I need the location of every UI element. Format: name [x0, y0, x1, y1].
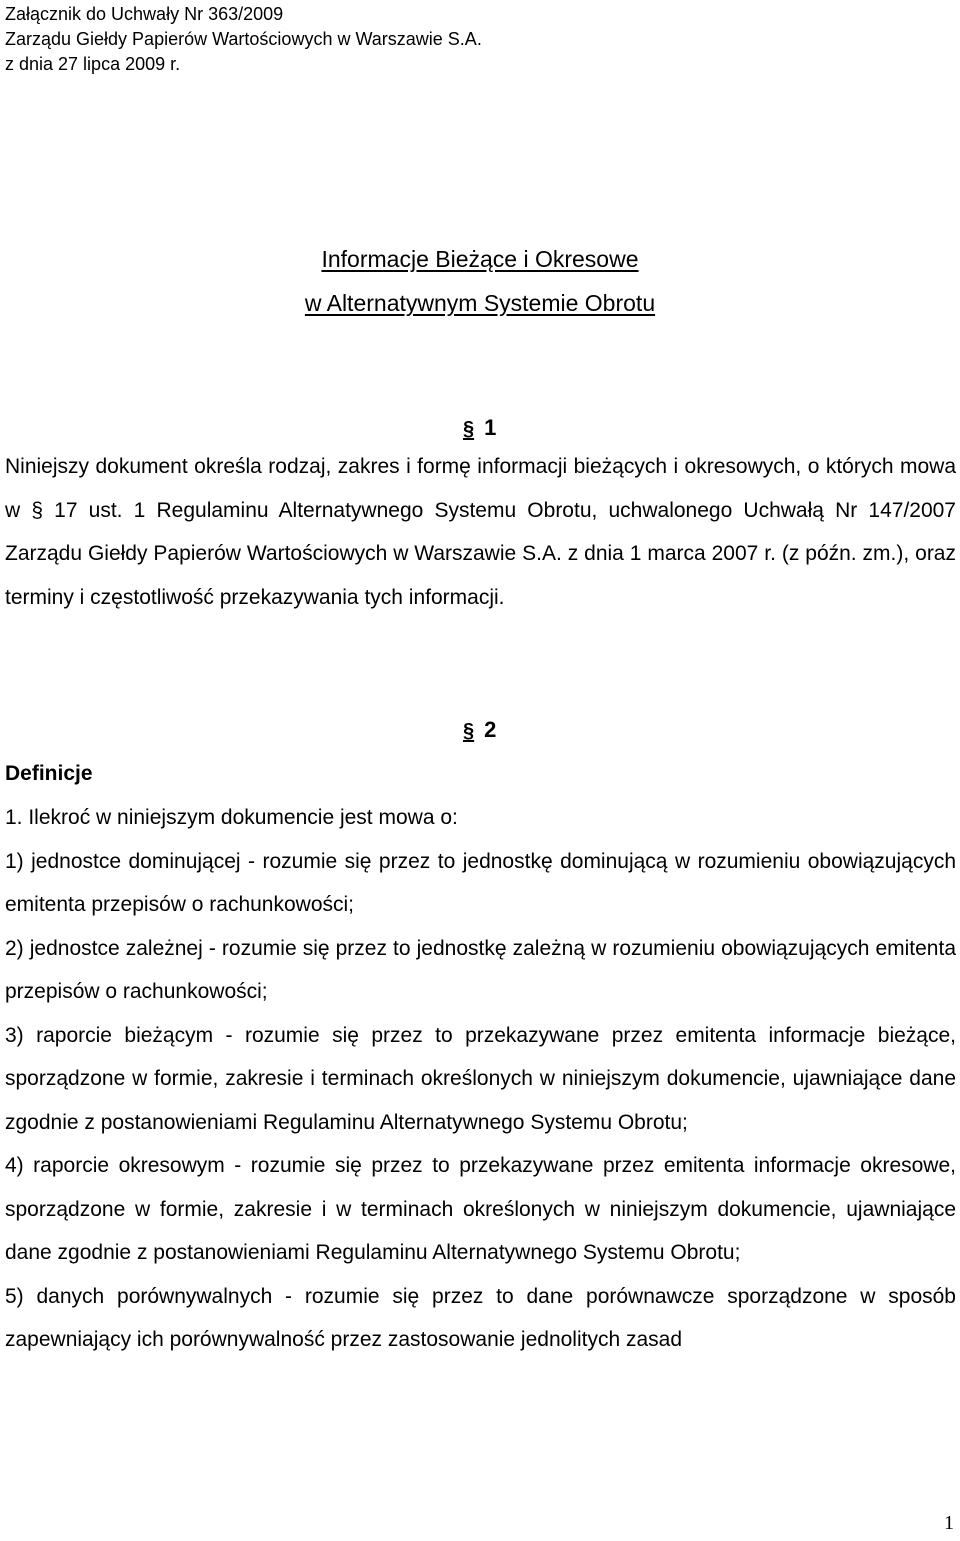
header-line-2: Zarządu Giełdy Papierów Wartościowych w Warszawie S.A. — [5, 29, 482, 49]
section-1-mark — [463, 415, 496, 441]
definition-item: 5) danych porównywalnych - rozumie się przez to dane porównawcze sporządzone w sposób zapewniający ich porównywalność przez zastosowanie jednolitych zasad — [5, 1284, 956, 1351]
header-line-3: z dnia 27 lipca 2009 r. — [5, 54, 181, 74]
definition-item: 4) raporcie okresowym - rozumie się przez to przekazywane przez emitenta informacje okresowe, sporządzone w formie, zakresie i w terminach określonych w niniejszym dokumencie, ujawniające dane zgodnie z postanowieniami Regulaminu Alternatywnego Systemu Obrotu; — [5, 1154, 956, 1264]
page-number: 1 — [944, 1512, 954, 1534]
definition-item: 1) jednostce dominującej - rozumie się przez to jednostkę dominującą w rozumieniu obowiązujących emitenta przepisów o rachunkowości; — [5, 849, 956, 916]
header-line-1: Załącznik do Uchwały Nr 363/2009 — [5, 4, 284, 24]
section-1-number: 1 — [484, 415, 497, 440]
section-1-body — [5, 445, 956, 619]
section-1-paragraph: Niniejszy dokument określa rodzaj, zakres i formę informacji bieżących i okresowych, o których mowa w § 17 ust. 1 Regulaminu Alternatywnego Systemu Obrotu, uchwalonego Uchwałą Nr 147/2007 Zarządu Giełdy Papierów Wartościowych w Warszawie S.A. z dnia 1 marca 2007 r. (z późn. zm.), oraz terminy i częstotliwość przekazywania tych informacji. — [5, 455, 956, 609]
section-2-mark — [463, 717, 496, 743]
section-symbol-icon: § — [463, 720, 475, 742]
title-line-2: w Alternatywnym Systemie Obrotu — [304, 290, 656, 316]
section-2-heading: Definicje — [5, 762, 93, 785]
section-symbol-icon: § — [463, 418, 475, 440]
section-2-body — [5, 796, 956, 1362]
document-title — [0, 237, 960, 325]
document-header — [5, 2, 482, 77]
title-line-1: Informacje Bieżące i Okresowe — [321, 246, 639, 272]
definition-item: 3) raporcie bieżącym - rozumie się przez to przekazywane przez emitenta informacje bieżące, sporządzone w formie, zakresie i terminach określonych w niniejszym dokumencie, ujawniające dane zgodnie z postanowieniami Regulaminu Alternatywnego Systemu Obrotu; — [5, 1023, 956, 1134]
definition-item: 2) jednostce zależnej - rozumie się przez to jednostkę zależną w rozumieniu obowiązujących emitenta przepisów o rachunkowości; — [5, 936, 956, 1003]
section-2-intro: 1. Ilekroć w niniejszym dokumencie jest mowa o: — [5, 806, 458, 829]
section-2-number: 2 — [484, 717, 497, 742]
